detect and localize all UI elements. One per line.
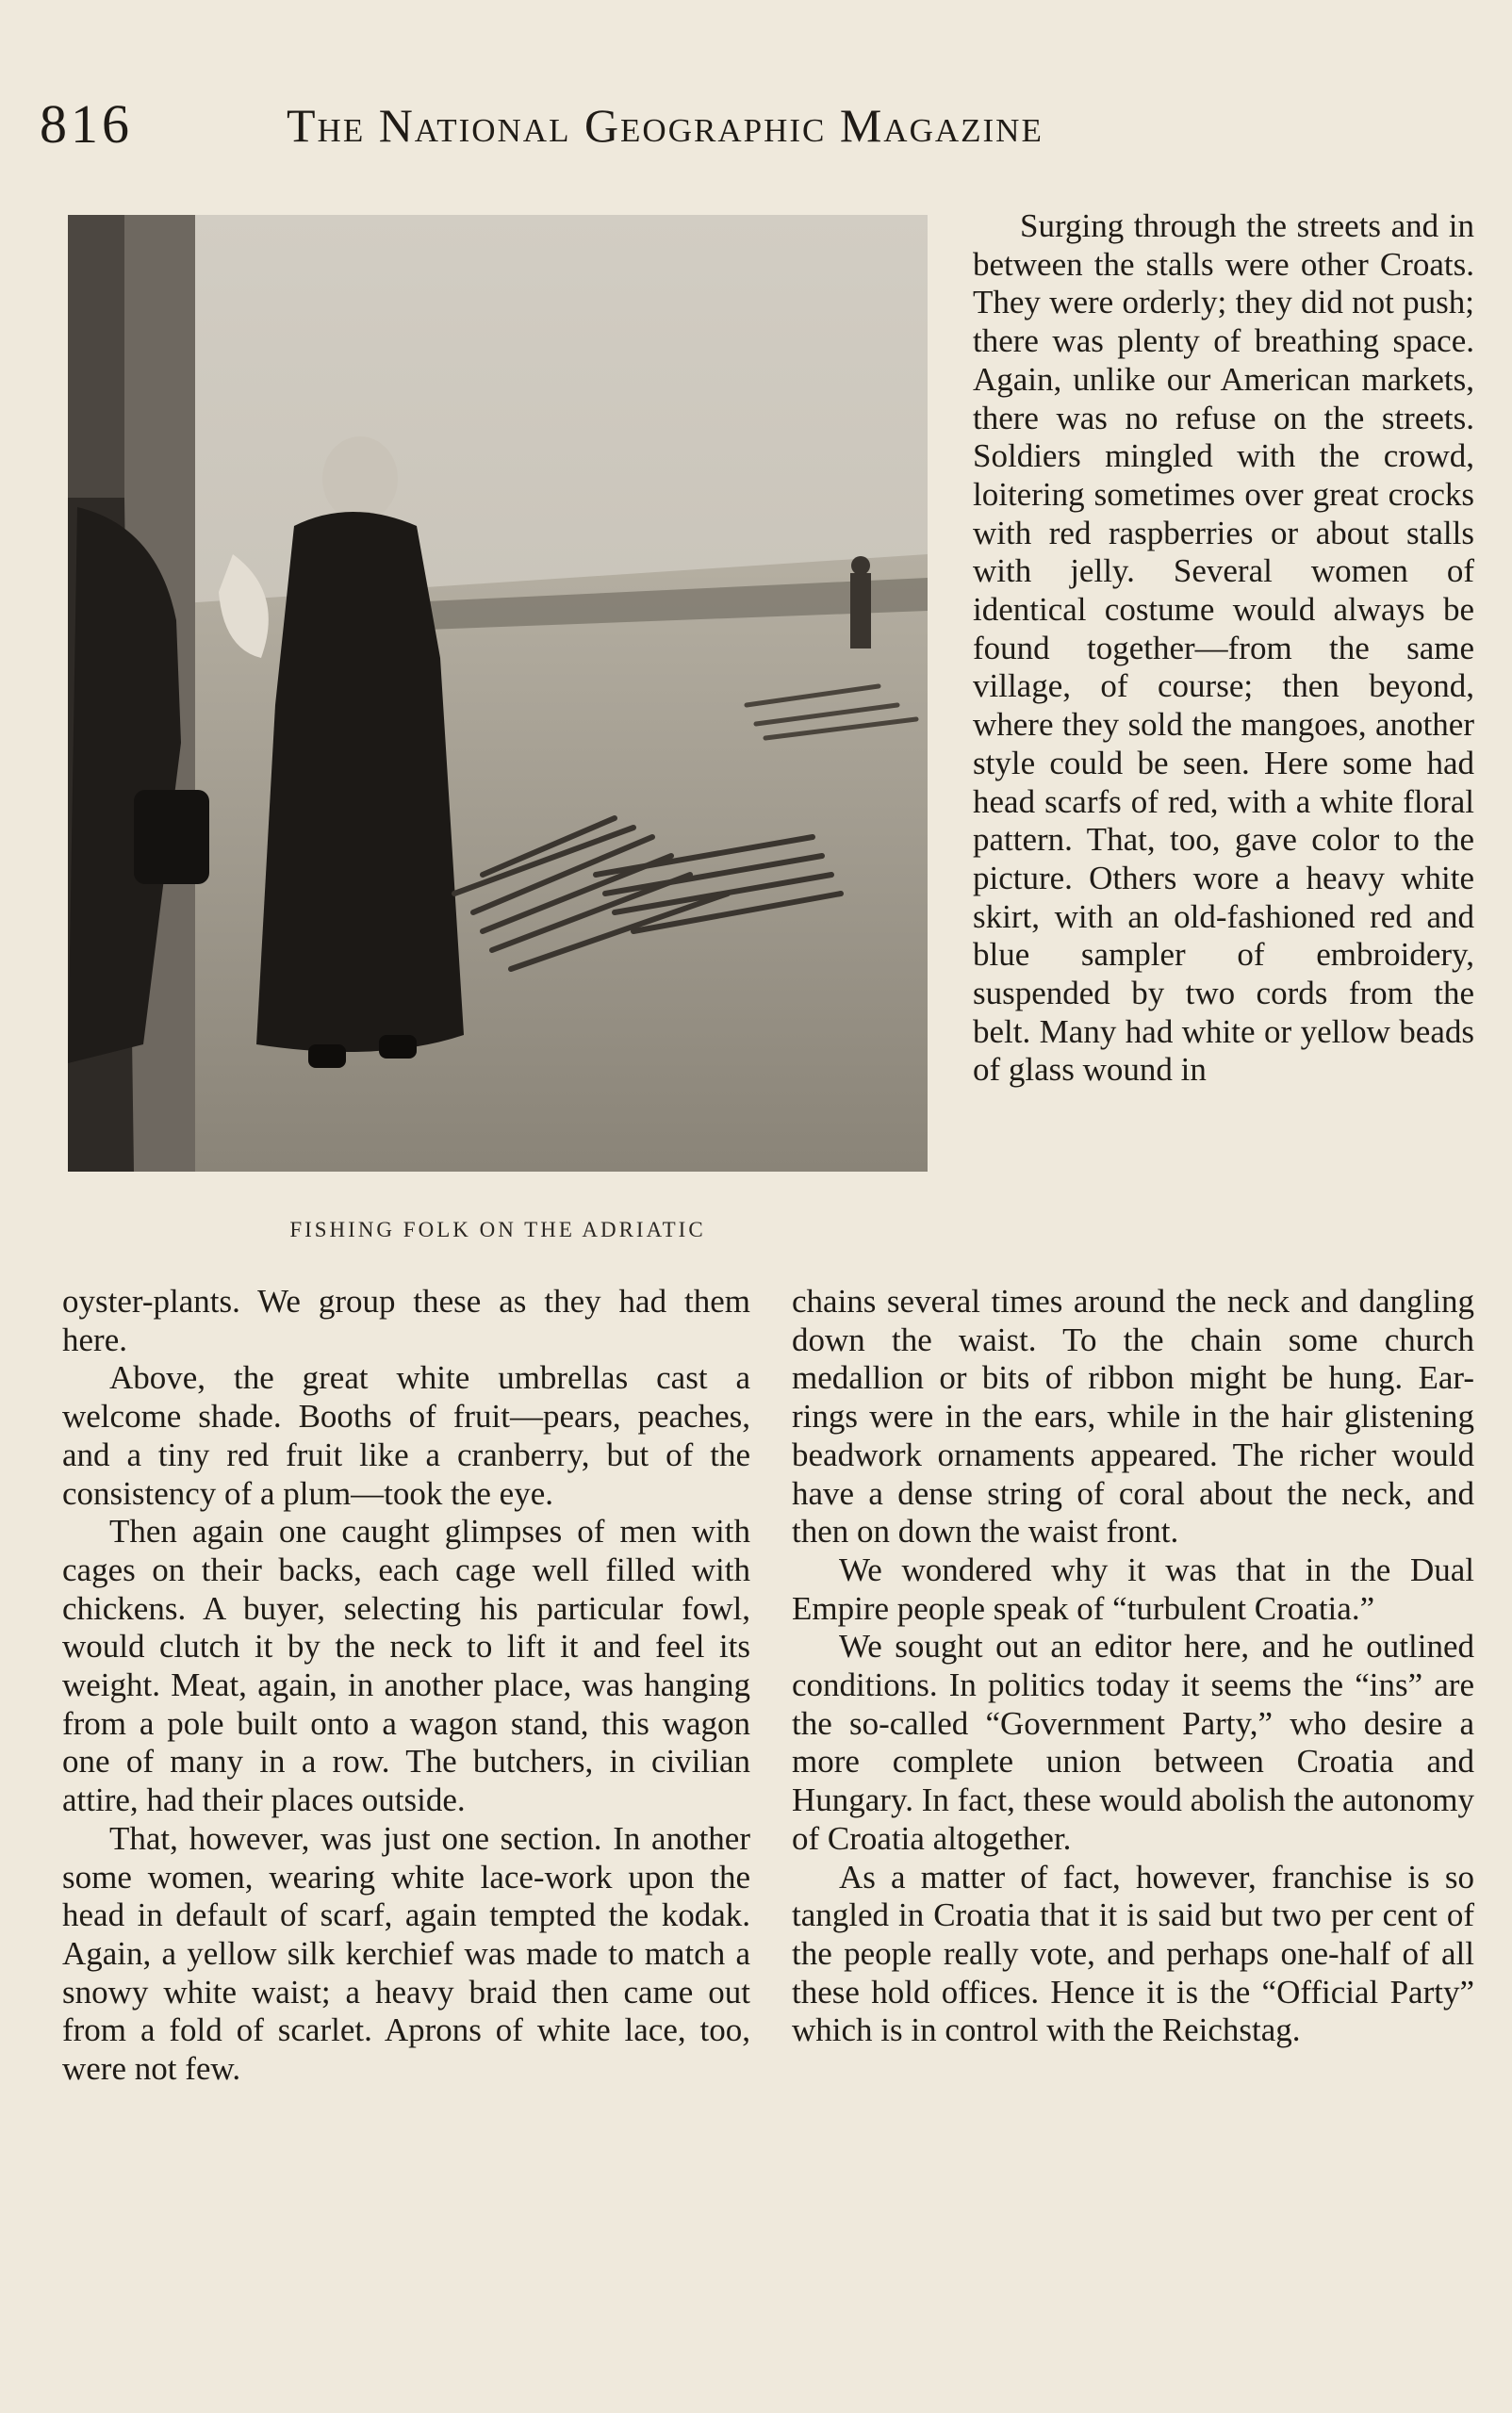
paragraph: oyster-plants. We group these as they had them here. (62, 1283, 750, 1358)
running-head: The National Geographic Magazine (287, 99, 1044, 152)
page-header (40, 92, 1491, 158)
right-column (792, 1283, 1474, 2050)
paragraph: Above, the great white umbrellas cast a welcome shade. Booths of fruit—pears, peaches, and a tiny red fruit like a cranberry, but of the consistency of a plum—took the eye. (62, 1359, 750, 1512)
paragraph: Then again one caught glimpses of men with cages on their backs, each cage well filled with chickens. A buyer, selecting his particular fowl, would clutch it by the neck to lift it and feel its weight. Meat, again, in another place, was hanging from a pole built onto a wagon stand, this wagon one of many in a row. The butchers, in civilian attire, had their places outside. (62, 1513, 750, 1819)
upper-right-column (973, 207, 1474, 1090)
paragraph: Surging through the streets and in between the stalls were other Croats. They were orderly; they did not push; there was plenty of breathing space. Again, unlike our American markets, there was no refuse on the streets. Soldiers mingled with the crowd, loitering sometimes over great crocks with red raspberries or about stalls with jelly. Several women of identical costume would always be found together—from the same village, of course; then beyond, where they sold the mangoes, another style could be seen. Here some had head scarfs of red, with a white floral pattern. That, too, gave color to the picture. Others wore a heavy white skirt, with an old-fashioned red and blue sampler of embroidery, suspended by two cords from the belt. Many had white or yellow beads of glass wound in (973, 207, 1474, 1089)
photo-caption: FISHING FOLK ON THE ADRIATIC (289, 1218, 706, 1241)
photograph-image (68, 215, 928, 1172)
left-column (62, 1283, 750, 2089)
paragraph: That, however, was just one section. In another some women, wearing white lace-work upon the head in default of scarf, again tempted the kodak. Again, a yellow silk kerchief was made to match a snowy white waist; a heavy braid then came out from a fold of scarlet. Aprons of white lace, too, were not few. (62, 1819, 750, 2088)
paragraph: We sought out an editor here, and he outlined conditions. In politics today it seems the “ins” are the so-called “Government Party,” who desire a more complete union between Croatia and Hungary. In fact, these would abolish the autonomy of Croatia altogether. (792, 1628, 1474, 1857)
paragraph: As a matter of fact, however, franchise is so tangled in Croatia that it is said but two per cent of the people really vote, and perhaps one-half of all these hold offices. Hence it is the “Official Party” which is in control with the Reichstag. (792, 1858, 1474, 2049)
paragraph: chains several times around the neck and dangling down the waist. To the chain some church medallion or bits of ribbon might be hung. Ear-rings were in the ears, while in the hair glistening beadwork ornaments appeared. The richer would have a dense string of coral about the neck, and then on down the waist front. (792, 1283, 1474, 1551)
photograph (68, 215, 928, 1172)
paragraph: We wondered why it was that in the Dual Empire people speak of “turbulent Croatia.” (792, 1551, 1474, 1627)
page-number: 816 (40, 93, 133, 155)
